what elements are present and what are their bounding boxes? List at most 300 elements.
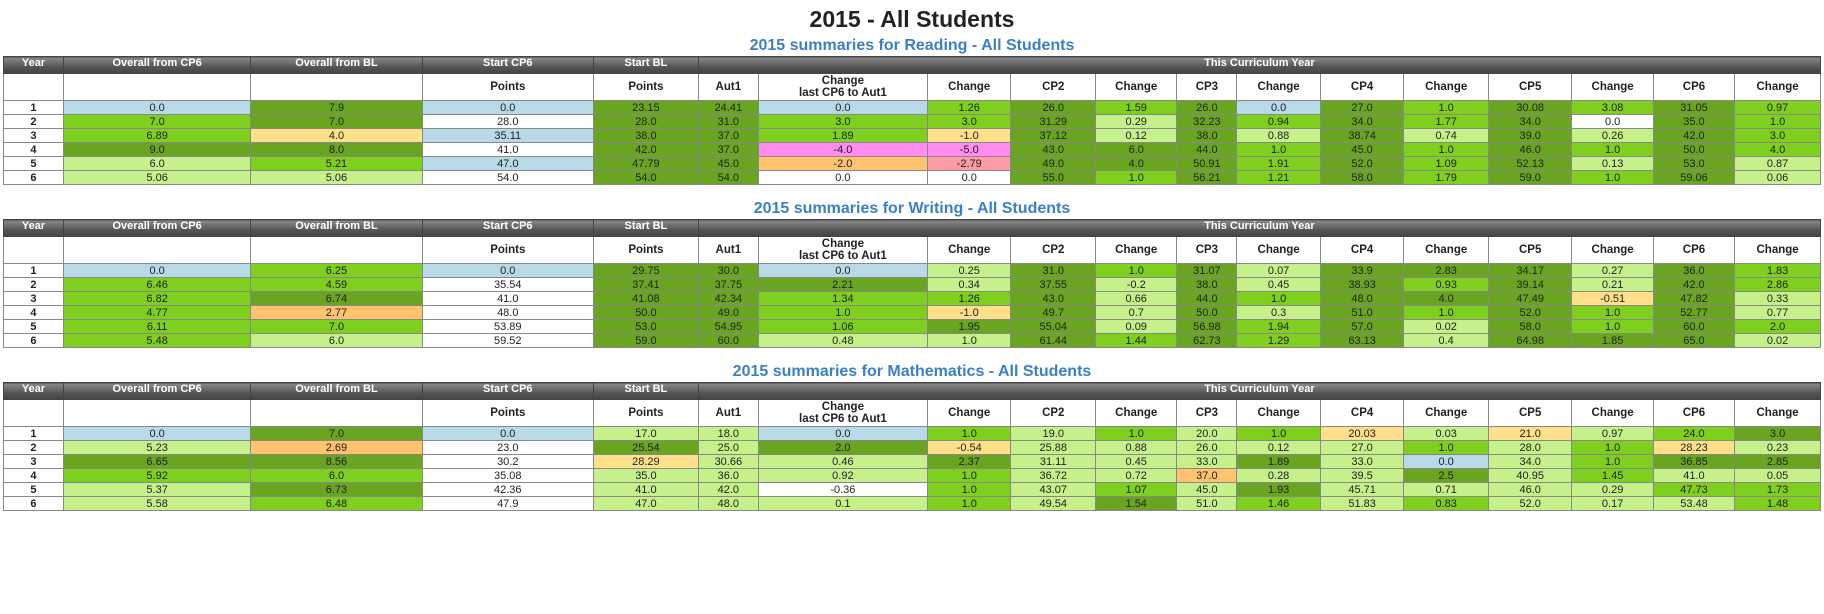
- value-cell: 0.0: [758, 171, 927, 185]
- value-cell: 0.74: [1404, 129, 1489, 143]
- value-cell: 0.88: [1096, 441, 1177, 455]
- table-row: [4, 306, 1821, 320]
- year-cell: 3: [4, 129, 64, 143]
- subheader-cell: Change: [927, 237, 1011, 264]
- value-cell: 47.9: [422, 497, 593, 511]
- value-cell: 28.23: [1653, 441, 1734, 455]
- subheader-cell: Change last CP6 to Aut1: [758, 74, 927, 101]
- table-row: [4, 157, 1821, 171]
- value-cell: 62.73: [1177, 334, 1237, 348]
- year-cell: 6: [4, 497, 64, 511]
- subheader-cell: Change: [1404, 74, 1489, 101]
- subheader-empty: [4, 237, 64, 264]
- value-cell: 0.13: [1572, 157, 1653, 171]
- value-cell: 0.0: [422, 264, 593, 278]
- value-cell: 38.93: [1320, 278, 1404, 292]
- value-cell: 4.59: [251, 278, 422, 292]
- value-cell: 32.23: [1177, 115, 1237, 129]
- page-title: 2015 - All Students: [809, 6, 1015, 32]
- value-cell: 0.46: [758, 455, 927, 469]
- year-cell: 4: [4, 143, 64, 157]
- header-year: Year: [4, 57, 64, 74]
- value-cell: 1.0: [1404, 101, 1489, 115]
- value-cell: 1.54: [1096, 497, 1177, 511]
- value-cell: 28.0: [593, 115, 698, 129]
- subheader-cell: CP5: [1488, 237, 1572, 264]
- value-cell: 7.0: [251, 115, 422, 129]
- value-cell: 6.74: [251, 292, 422, 306]
- value-cell: 36.0: [698, 469, 758, 483]
- value-cell: 59.06: [1653, 171, 1734, 185]
- value-cell: 1.0: [1572, 143, 1653, 157]
- value-cell: 0.0: [1237, 101, 1321, 115]
- value-cell: 0.0: [63, 101, 250, 115]
- value-cell: 0.97: [1572, 427, 1653, 441]
- table-row: [4, 143, 1821, 157]
- value-cell: 1.0: [1096, 264, 1177, 278]
- value-cell: 39.5: [1320, 469, 1404, 483]
- value-cell: 6.65: [63, 455, 250, 469]
- value-cell: -2.79: [927, 157, 1011, 171]
- value-cell: 0.07: [1237, 264, 1321, 278]
- subheader-cell: Points: [593, 400, 698, 427]
- value-cell: 1.44: [1096, 334, 1177, 348]
- value-cell: 41.0: [422, 292, 593, 306]
- subheader-cell: CP3: [1177, 74, 1237, 101]
- value-cell: 8.56: [251, 455, 422, 469]
- value-cell: 34.0: [1488, 115, 1572, 129]
- value-cell: 2.69: [251, 441, 422, 455]
- value-cell: 54.0: [422, 171, 593, 185]
- value-cell: 50.91: [1177, 157, 1237, 171]
- value-cell: 45.0: [1177, 483, 1237, 497]
- table-row: [4, 278, 1821, 292]
- year-cell: 1: [4, 101, 64, 115]
- value-cell: 54.0: [698, 171, 758, 185]
- value-cell: 37.12: [1011, 129, 1096, 143]
- value-cell: 1.83: [1735, 264, 1821, 278]
- value-cell: 37.75: [698, 278, 758, 292]
- value-cell: 1.0: [1404, 441, 1489, 455]
- value-cell: 35.08: [422, 469, 593, 483]
- value-cell: 1.0: [1096, 171, 1177, 185]
- header-start-cp6: Start CP6: [422, 57, 593, 74]
- value-cell: 2.83: [1404, 264, 1489, 278]
- subheader-cell: Points: [422, 237, 593, 264]
- subheader-cell: CP4: [1320, 74, 1404, 101]
- value-cell: 0.0: [1404, 455, 1489, 469]
- value-cell: 46.0: [1488, 483, 1572, 497]
- value-cell: 0.0: [758, 427, 927, 441]
- value-cell: 61.44: [1011, 334, 1096, 348]
- value-cell: 1.48: [1735, 497, 1821, 511]
- value-cell: 0.02: [1404, 320, 1489, 334]
- value-cell: 30.08: [1488, 101, 1572, 115]
- header-overall-cp6: Overall from CP6: [63, 220, 250, 237]
- value-cell: 1.0: [758, 306, 927, 320]
- subheader-cell: CP4: [1320, 400, 1404, 427]
- value-cell: 1.0: [1572, 320, 1653, 334]
- value-cell: 0.17: [1572, 497, 1653, 511]
- value-cell: 0.92: [758, 469, 927, 483]
- value-cell: 0.3: [1237, 306, 1321, 320]
- header-start-cp6: Start CP6: [422, 220, 593, 237]
- header-this-curriculum-year: This Curriculum Year: [698, 220, 1820, 237]
- value-cell: 0.33: [1735, 292, 1821, 306]
- table-row: [4, 497, 1821, 511]
- value-cell: 53.0: [1653, 157, 1734, 171]
- value-cell: 1.89: [1237, 455, 1321, 469]
- subheader-empty: [251, 400, 422, 427]
- value-cell: 52.13: [1488, 157, 1572, 171]
- table-row: [4, 115, 1821, 129]
- value-cell: 2.85: [1735, 455, 1821, 469]
- year-cell: 3: [4, 292, 64, 306]
- subheader-cell: Points: [593, 74, 698, 101]
- subheader-cell: Change: [927, 400, 1011, 427]
- value-cell: 60.0: [1653, 320, 1734, 334]
- value-cell: 33.0: [1320, 455, 1404, 469]
- value-cell: 0.66: [1096, 292, 1177, 306]
- value-cell: 1.0: [927, 427, 1011, 441]
- value-cell: 3.0: [927, 115, 1011, 129]
- value-cell: 0.77: [1735, 306, 1821, 320]
- value-cell: 1.26: [927, 292, 1011, 306]
- subheader-cell: Change: [1237, 237, 1321, 264]
- value-cell: 56.21: [1177, 171, 1237, 185]
- value-cell: 20.03: [1320, 427, 1404, 441]
- subheader-empty: [4, 74, 64, 101]
- value-cell: 3.0: [1735, 129, 1821, 143]
- value-cell: 48.0: [422, 306, 593, 320]
- subheader-cell: Change: [1237, 74, 1321, 101]
- value-cell: 0.02: [1735, 334, 1821, 348]
- value-cell: 28.0: [1488, 441, 1572, 455]
- subheader-cell: CP6: [1653, 400, 1734, 427]
- header-start-bl: Start BL: [593, 220, 698, 237]
- value-cell: 0.0: [927, 171, 1011, 185]
- value-cell: 7.0: [251, 427, 422, 441]
- value-cell: 31.07: [1177, 264, 1237, 278]
- value-cell: 0.29: [1572, 483, 1653, 497]
- value-cell: 0.4: [1404, 334, 1489, 348]
- value-cell: 1.29: [1237, 334, 1321, 348]
- value-cell: 6.73: [251, 483, 422, 497]
- section-table-3: [0, 362, 1824, 511]
- value-cell: 21.0: [1488, 427, 1572, 441]
- value-cell: 1.0: [1572, 441, 1653, 455]
- value-cell: -1.0: [927, 129, 1011, 143]
- value-cell: -5.0: [927, 143, 1011, 157]
- value-cell: -0.36: [758, 483, 927, 497]
- value-cell: 47.49: [1488, 292, 1572, 306]
- value-cell: 40.95: [1488, 469, 1572, 483]
- table-row: [4, 427, 1821, 441]
- value-cell: 8.0: [251, 143, 422, 157]
- subheader-empty: [251, 237, 422, 264]
- value-cell: 0.21: [1572, 278, 1653, 292]
- subheader-empty: [63, 237, 250, 264]
- value-cell: 1.0: [1735, 115, 1821, 129]
- value-cell: 0.05: [1735, 469, 1821, 483]
- value-cell: 31.11: [1011, 455, 1096, 469]
- subheader-cell: Aut1: [698, 400, 758, 427]
- value-cell: 58.0: [1320, 171, 1404, 185]
- value-cell: 49.7: [1011, 306, 1096, 320]
- value-cell: 6.0: [251, 334, 422, 348]
- value-cell: 1.09: [1404, 157, 1489, 171]
- value-cell: 3.0: [758, 115, 927, 129]
- value-cell: 54.0: [593, 171, 698, 185]
- section-table-2: [0, 199, 1824, 348]
- subheader-cell: Change: [1237, 400, 1321, 427]
- value-cell: 1.45: [1572, 469, 1653, 483]
- value-cell: 37.0: [698, 143, 758, 157]
- subheader-cell: Change: [1096, 74, 1177, 101]
- value-cell: 18.0: [698, 427, 758, 441]
- value-cell: 59.0: [593, 334, 698, 348]
- value-cell: 0.87: [1735, 157, 1821, 171]
- value-cell: -1.0: [927, 306, 1011, 320]
- section-table-1: [0, 36, 1824, 185]
- value-cell: 27.0: [1320, 441, 1404, 455]
- value-cell: 6.0: [251, 469, 422, 483]
- value-cell: 51.0: [1320, 306, 1404, 320]
- value-cell: 58.0: [1488, 320, 1572, 334]
- value-cell: -0.51: [1572, 292, 1653, 306]
- value-cell: 0.12: [1096, 129, 1177, 143]
- value-cell: 57.0: [1320, 320, 1404, 334]
- value-cell: 41.0: [1653, 469, 1734, 483]
- year-cell: 5: [4, 320, 64, 334]
- subheader-cell: Change last CP6 to Aut1: [758, 237, 927, 264]
- value-cell: 6.0: [1096, 143, 1177, 157]
- value-cell: 1.07: [1096, 483, 1177, 497]
- value-cell: 44.0: [1177, 292, 1237, 306]
- value-cell: 34.17: [1488, 264, 1572, 278]
- value-cell: 47.0: [422, 157, 593, 171]
- value-cell: 0.0: [422, 101, 593, 115]
- value-cell: 43.0: [1011, 143, 1096, 157]
- value-cell: 45.71: [1320, 483, 1404, 497]
- subheader-cell: CP3: [1177, 400, 1237, 427]
- year-cell: 4: [4, 306, 64, 320]
- header-overall-cp6: Overall from CP6: [63, 57, 250, 74]
- value-cell: 34.0: [1488, 455, 1572, 469]
- value-cell: 26.0: [1177, 101, 1237, 115]
- value-cell: 1.0: [927, 469, 1011, 483]
- value-cell: 5.06: [251, 171, 422, 185]
- table-row: [4, 171, 1821, 185]
- table-row: [4, 455, 1821, 469]
- value-cell: 34.0: [1320, 115, 1404, 129]
- subheader-empty: [63, 74, 250, 101]
- value-cell: 45.0: [1320, 143, 1404, 157]
- value-cell: 0.97: [1735, 101, 1821, 115]
- value-cell: 1.85: [1572, 334, 1653, 348]
- section-title: 2015 summaries for Writing - All Students: [753, 200, 1071, 217]
- value-cell: 30.66: [698, 455, 758, 469]
- value-cell: 53.0: [593, 320, 698, 334]
- value-cell: 0.0: [1572, 115, 1653, 129]
- value-cell: 52.0: [1488, 497, 1572, 511]
- value-cell: 53.48: [1653, 497, 1734, 511]
- value-cell: 1.26: [927, 101, 1011, 115]
- value-cell: 28.0: [422, 115, 593, 129]
- value-cell: 0.0: [63, 427, 250, 441]
- value-cell: 5.92: [63, 469, 250, 483]
- value-cell: 1.0: [927, 497, 1011, 511]
- value-cell: 2.5: [1404, 469, 1489, 483]
- value-cell: 1.94: [1237, 320, 1321, 334]
- subheader-cell: Points: [593, 237, 698, 264]
- value-cell: 30.2: [422, 455, 593, 469]
- value-cell: 1.0: [1572, 455, 1653, 469]
- value-cell: 26.0: [1011, 101, 1096, 115]
- value-cell: 3.08: [1572, 101, 1653, 115]
- value-cell: 52.0: [1320, 157, 1404, 171]
- value-cell: 53.89: [422, 320, 593, 334]
- value-cell: 0.28: [1237, 469, 1321, 483]
- value-cell: 50.0: [1653, 143, 1734, 157]
- value-cell: 59.52: [422, 334, 593, 348]
- value-cell: 38.0: [1177, 278, 1237, 292]
- value-cell: 50.0: [593, 306, 698, 320]
- subheader-cell: Change: [1572, 237, 1653, 264]
- value-cell: 6.82: [63, 292, 250, 306]
- value-cell: 37.0: [698, 129, 758, 143]
- header-overall-bl: Overall from BL: [251, 220, 422, 237]
- value-cell: 4.0: [251, 129, 422, 143]
- year-cell: 2: [4, 441, 64, 455]
- value-cell: 4.0: [1096, 157, 1177, 171]
- value-cell: 0.03: [1404, 427, 1489, 441]
- value-cell: 26.0: [1177, 441, 1237, 455]
- value-cell: 25.0: [698, 441, 758, 455]
- value-cell: 1.95: [927, 320, 1011, 334]
- value-cell: 2.21: [758, 278, 927, 292]
- value-cell: 47.79: [593, 157, 698, 171]
- subheader-cell: Change: [1096, 400, 1177, 427]
- value-cell: 2.0: [1735, 320, 1821, 334]
- value-cell: 1.73: [1735, 483, 1821, 497]
- value-cell: 54.95: [698, 320, 758, 334]
- value-cell: 55.04: [1011, 320, 1096, 334]
- year-cell: 2: [4, 115, 64, 129]
- value-cell: 39.0: [1488, 129, 1572, 143]
- value-cell: 46.0: [1488, 143, 1572, 157]
- value-cell: 42.0: [593, 143, 698, 157]
- value-cell: 0.12: [1237, 441, 1321, 455]
- value-cell: 35.0: [593, 469, 698, 483]
- value-cell: 31.29: [1011, 115, 1096, 129]
- value-cell: 38.0: [1177, 129, 1237, 143]
- value-cell: 0.71: [1404, 483, 1489, 497]
- value-cell: 41.0: [422, 143, 593, 157]
- value-cell: 1.79: [1404, 171, 1489, 185]
- subheader-cell: Aut1: [698, 74, 758, 101]
- year-cell: 1: [4, 264, 64, 278]
- value-cell: 31.05: [1653, 101, 1734, 115]
- value-cell: 37.55: [1011, 278, 1096, 292]
- value-cell: 1.34: [758, 292, 927, 306]
- value-cell: 0.0: [758, 264, 927, 278]
- value-cell: 37.0: [1177, 469, 1237, 483]
- value-cell: 47.82: [1653, 292, 1734, 306]
- value-cell: -4.0: [758, 143, 927, 157]
- value-cell: 45.0: [698, 157, 758, 171]
- value-cell: 47.73: [1653, 483, 1734, 497]
- value-cell: 35.54: [422, 278, 593, 292]
- subheader-cell: Change: [1572, 400, 1653, 427]
- subheader-cell: CP5: [1488, 400, 1572, 427]
- subheader-cell: Points: [422, 74, 593, 101]
- value-cell: 0.29: [1096, 115, 1177, 129]
- year-cell: 5: [4, 157, 64, 171]
- value-cell: 0.72: [1096, 469, 1177, 483]
- value-cell: -2.0: [758, 157, 927, 171]
- subheader-cell: CP5: [1488, 74, 1572, 101]
- value-cell: -0.2: [1096, 278, 1177, 292]
- value-cell: 1.0: [1404, 143, 1489, 157]
- header-this-curriculum-year: This Curriculum Year: [698, 383, 1820, 400]
- value-cell: 1.0: [1237, 143, 1321, 157]
- value-cell: 17.0: [593, 427, 698, 441]
- year-cell: 6: [4, 334, 64, 348]
- value-cell: 49.54: [1011, 497, 1096, 511]
- subheader-cell: Change: [1572, 74, 1653, 101]
- value-cell: 33.0: [1177, 455, 1237, 469]
- value-cell: 19.0: [1011, 427, 1096, 441]
- header-overall-bl: Overall from BL: [251, 57, 422, 74]
- value-cell: 42.0: [1653, 129, 1734, 143]
- table-row: [4, 101, 1821, 115]
- value-cell: 1.0: [1237, 292, 1321, 306]
- header-year: Year: [4, 220, 64, 237]
- subheader-cell: Change last CP6 to Aut1: [758, 400, 927, 427]
- value-cell: 1.77: [1404, 115, 1489, 129]
- value-cell: 1.46: [1237, 497, 1321, 511]
- subheader-cell: CP3: [1177, 237, 1237, 264]
- header-year: Year: [4, 383, 64, 400]
- value-cell: 0.09: [1096, 320, 1177, 334]
- value-cell: 55.0: [1011, 171, 1096, 185]
- value-cell: 5.48: [63, 334, 250, 348]
- value-cell: 23.0: [422, 441, 593, 455]
- value-cell: 5.21: [251, 157, 422, 171]
- value-cell: 39.14: [1488, 278, 1572, 292]
- value-cell: 2.37: [927, 455, 1011, 469]
- value-cell: 59.0: [1488, 171, 1572, 185]
- value-cell: 0.45: [1096, 455, 1177, 469]
- value-cell: 42.0: [698, 483, 758, 497]
- value-cell: 20.0: [1177, 427, 1237, 441]
- value-cell: 24.41: [698, 101, 758, 115]
- value-cell: 25.54: [593, 441, 698, 455]
- subheader-cell: Change: [1404, 400, 1489, 427]
- value-cell: 1.89: [758, 129, 927, 143]
- value-cell: 48.0: [698, 497, 758, 511]
- value-cell: 28.29: [593, 455, 698, 469]
- value-cell: 7.0: [251, 320, 422, 334]
- value-cell: 5.58: [63, 497, 250, 511]
- subheader-empty: [4, 400, 64, 427]
- subheader-cell: CP2: [1011, 400, 1096, 427]
- value-cell: 41.08: [593, 292, 698, 306]
- value-cell: 6.25: [251, 264, 422, 278]
- value-cell: 4.77: [63, 306, 250, 320]
- subheader-cell: Change: [1735, 237, 1821, 264]
